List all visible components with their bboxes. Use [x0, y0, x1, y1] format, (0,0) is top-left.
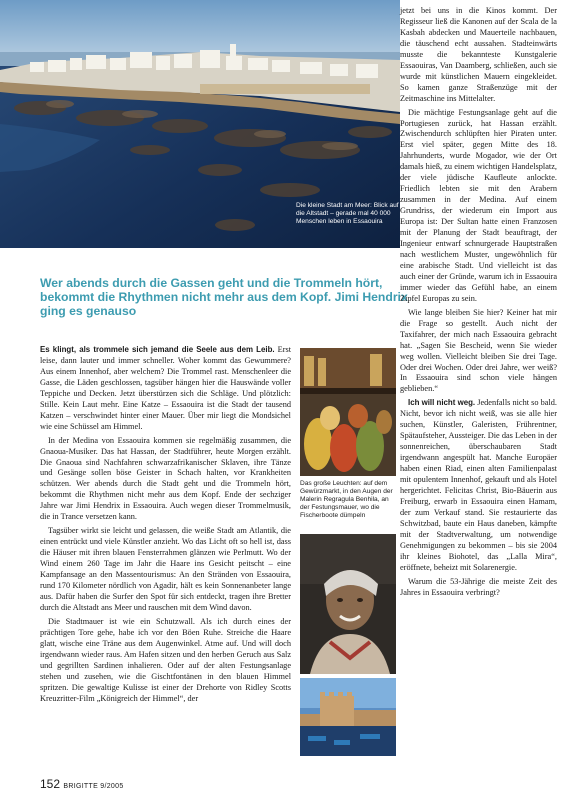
paragraph-text: Erst leise, dann lauter und immer schneller. Woher kommt das Gewummere? Aus einem Innenhof, aber welchem? Die Trommel rast. Menschenleer die Gasse, die Läden geschlossen, tagsüber hängen hier die Hauswände voller Teppiche und Decken. Jetzt überstürzen sich die Schläge. Und plötzlich: Stille. Kein Laut mehr. Eine Katze – Essaouira ist die Stadt der tausend Katzen – verschwindet hinter einer Mauer. Über mir liegt die Mondsichel wie eine Schüssel am Himmel. — [40, 345, 291, 431]
publication-label: BRIGITTE 9/2005 — [63, 783, 124, 790]
paragraph: jetzt bei uns in die Kinos kommt. Der Regisseur ließ die Kanonen auf der Scala de la Kasbah abdecken und Mauerteile nachbauen, die täuschend echt aussahen. Stadteinwärts musste die bekannteste Kunstgalerie Essaouiras, Van Daamberg, schließen, auch sie wurde mit künstlichen Mauern eingekleidet. So kamen ganze Straßenzüge mit der Zeitmaschine ins Mittelalter. — [400, 6, 557, 103]
page-footer — [40, 777, 124, 791]
paragraph: Die mächtige Festungsanlage geht auf die Portugiesen zurück, hat Hassan erzählt. Zwischendurch schlüpften hier Piraten unter. Erst viel später, gegen Mitte des 18. Jahrhunderts, wurde Mogador, wie der Ort damals hieß, zu einem wichtigen Handelsplatz, der viele jüdische Kaufleute anlockte. Friedlich lebten sie mit den Arabern zusammen in der Medina. Auf einem Grundriss, der wiederum ein Import aus Europa ist: Der Sultan hatte einen Franzosen mit der Planung der Stadt beauftragt, der Ingenieur entwarf schnurgerade Hauptstraßen nach westlichem Muster, ungewöhnlich für eine arabische Stadt. Und vielleicht ist das auch einer der Gründe, warum ich in Essaouira immer wieder das Gefühl habe, an einem Zipfel Europas zu sein. — [400, 107, 557, 303]
pull-quote: Wer abends durch die Gassen geht und die Trommeln hört, bekommt die Rhythmen nicht mehr aus dem Kopf. Jimi Hendrix ging es genauso — [40, 276, 408, 319]
article-column-left — [40, 345, 291, 708]
side-photos-caption: Das große Leuchten: auf dem Gewürzmarkt, in den Augen der Malerin Regragula Benhila, an der Festungsmauer, wo die Fischerboote dümpeln — [300, 480, 393, 520]
paragraph: Die Stadtmauer ist wie ein Schutzwall. Als ich durch eines der prächtigen Tore gehe, habe ich vor den Böen Ruhe. Streiche die Haare glatt, wische eine Träne aus dem Augenwinkel. Atme auf. Und will doch irgendwann wieder raus. Am Hafen sitzen und den herben Geruch aus Salz und gegrillten Sardinen inhalieren. Oder auf der alten Festungsanlage stehen und zusehen, wie die Gischtfontänen in den blauen Himmel spritzen. Die gewaltige Kulisse ist einer der Drehorte von Ridley Scotts Kreuzritter-Film „Königreich der Himmel“, der — [40, 616, 291, 703]
paragraph — [40, 345, 291, 433]
bold-phrase: Ich will nicht weg. — [408, 398, 476, 408]
article-column-right — [400, 6, 557, 602]
fortress-harbour-photo — [300, 678, 396, 756]
page-number: 152 — [40, 777, 61, 791]
paragraph: Wie lange bleiben Sie hier? Keiner hat mir die Frage so gestellt. Auch nicht der Taxifahrer, der mich nach Essaouira gebracht hat. „Sagen Sie Bescheid, wenn Sie wieder weg wollen. Vielleicht bleiben Sie drei Tage. Oder drei Wochen. Oder drei Jahre, wer weiß? In Essaouira sind schon viele hängen geblieben.“ — [400, 307, 557, 394]
lead-sentence: Es klingt, als trommele sich jemand die Seele aus dem Leib. — [40, 345, 275, 354]
paragraph-text: Jedenfalls nicht so bald. Nicht, bevor ich nicht weiß, was sie alle hier suchen, Künstler, Galeristen, Frührentner, Spätaufsteher, Aussteiger. Die das Leben in der sonnenreichen, überschaubaren Stadt irgendwann angespült hat. Manche Europäer haben einen Riad, einen alten Familienpalast mit opulentem Innenhof, gekauft und als Hotel hergerichtet. Felicitas Christ, Bio-Bäuerin aus Freiburg, erwarb in Essaouira einen Hamam, der zum Verkauf stand. Sie restaurierte das Schwitzbad, baute ein Haus daneben, kämpfte mit der Stadtverwaltung, um notwendige Genehmigungen zu bekommen – bis sie 2004 ihr kleines Biohotel, das „Lalla Mira“, eröffnete, beheizt mit Solarenergie. — [400, 398, 557, 572]
paragraph: Warum die 53-Jährige die meiste Zeit des Jahres in Essaouira verbringt? — [400, 576, 557, 597]
painter-portrait-photo — [300, 534, 396, 674]
paragraph — [400, 398, 557, 573]
paragraph: In der Medina von Essaouira kommen sie regelmäßig zusammen, die Gnaoua-Musiker. Das hat Hassan, der Stadtführer, heute Morgen erzählt. Die Gnaoua sind Nachfahren schwarzafrikanischer Sklaven, ihre Tänze und Gesänge sollen böse Geister in Schach halten, vor Krankheiten schützen. Wer abends durch die Stadt geht und die Trommeln hört, bekommt die Rhythmen nicht mehr aus dem Kopf. Ende der sechziger Jahre war Jimi Hendrix in Essaouira. Auch wegen dieser Trommelmusik, die in Trance versetzen kann. — [40, 435, 291, 522]
spice-market-photo — [300, 348, 396, 476]
main-photo-caption: Die kleine Stadt am Meer: Blick auf die Altstadt – gerade mal 40 000 Menschen leben in Essaouira — [296, 202, 399, 226]
paragraph: Tagsüber wirkt sie leicht und gelassen, die weiße Stadt am Atlantik, die einen entrückt und viele Künstler anzieht. Wo das Licht oft so hell ist, dass die Häuser mit ihren blauen Fensterrahmen glänzen wie Perlmutt. Wo der Wind einem 260 Tage im Jahr die Haare ins Gesicht peitscht – eine Kampfansage an den Massentourismus: An den Stränden von Essaouira, rund 170 Kilometer nördlich von Agadir, hält es kein Sonnenanbeter lange aus. Dafür haben die Surfer den Spot für sich entdeckt, tragen ihre Bretter durch die Altstadt ans Meer und rauschen mit dem Wind davon. — [40, 526, 291, 612]
